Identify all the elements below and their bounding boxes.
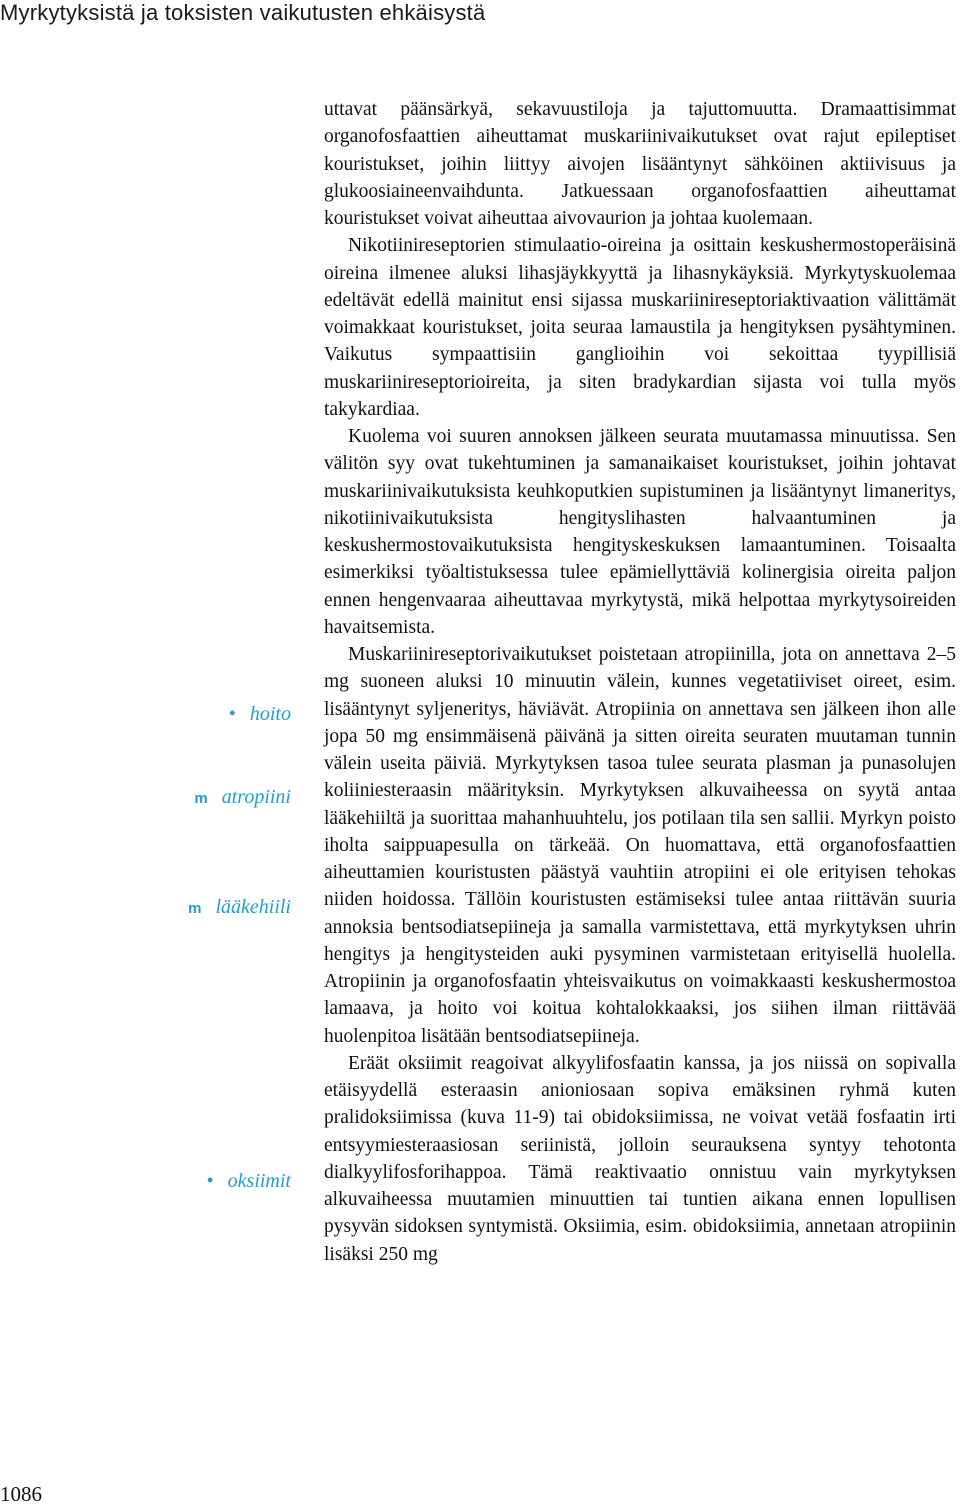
margin-note-label: atropiini (221, 786, 291, 808)
paragraph: Kuolema voi suuren annoksen jälkeen seurata muutamassa minuutissa. Sen välitön syy ovat tukehtuminen ja samanaikaiset kouristukset, joihin johtavat muskariinivaikutuksista keuhkoputkien supistuminen ja lisääntynyt limaneritys, nikotiinivaikutuksista hengityslihasten halvaantuminen ja keskushermostovaikutuksista hengityskeskuksen lamaantuminen. Toisaalta esimerkiksi työaltistuksessa tulee epämiellyttäviä kolinergisia oireita paljon ennen hengenvaaraa aiheuttavaa myrkytystä, mikä helpottaa myrkytysoireiden havaitsemista. (324, 426, 956, 638)
running-header: Myrkytyksistä ja toksisten vaikutusten ehkäisystä (0, 0, 486, 25)
margin-note-label: lääkehiili (215, 896, 291, 918)
margin-note-atropiini (194, 786, 291, 809)
m-marker-icon: m (194, 790, 208, 807)
paragraph: uttavat päänsärkyä, sekavuustiloja ja tajuttomuutta. Dramaattisimmat organofosfaattien aiheuttamat muskariinivaikutukset ovat rajut epileptiset kouristukset, joihin liittyy aivojen lisääntynyt sähköinen aktiivisuus ja glukoosiaineenvaihdunta. Jatkuessaan organofosfaattien aiheuttamat kouristukset voivat aiheuttaa aivovaurion ja johtaa kuolemaan. (324, 99, 956, 229)
margin-note-hoito (229, 703, 291, 726)
margin-note-oksiimit (207, 1170, 291, 1193)
m-marker-icon: m (188, 900, 202, 917)
paragraph: Nikotiinireseptorien stimulaatio-oireina ja osittain keskushermostoperäisinä oireina ilmenee aluksi lihasjäykkyyttä ja lihasnykäyksiä. Myrkytyskuolemaa edeltävät edellä mainitut ensi sijassa muskariinireseptoriaktivaation välittämät voimakkaat kouristukset, joita seuraa lamaustila ja hengityksen pysähtyminen. Vaikutus sympaattisiin ganglioihin voi sekoittaa tyypillisiä muskariinireseptorioireita, ja siten bradykardian sijasta voi tulla myös takykardiaa. (324, 235, 956, 420)
body-text (324, 96, 956, 1268)
margin-note-label: oksiimit (227, 1170, 291, 1192)
bullet-icon: • (206, 1170, 214, 1192)
bullet-icon: • (228, 703, 236, 725)
margin-note-laakehiili (188, 896, 291, 919)
margin-note-label: hoito (249, 703, 291, 725)
page-number: 1086 (0, 1482, 42, 1506)
paragraph: Eräät oksiimit reagoivat alkyylifosfaatin kanssa, ja jos niissä on sopivalla etäisyydellä esteraasin anioniosaan sopiva emäksinen ryhmä kuten pralidoksiimissa (kuva 11-9) tai obidoksiimissa, ne voivat vetää fosfaatin irti entsyymiesteraasiosan seriinistä, jolloin seurauksena syntyy tehotonta dialkyylifosforihappoa. Tämä reaktivaatio onnistuu vain myrkytyksen alkuvaiheessa muutamien minuuttien tai tuntien aikana ennen lopullisen pysyvän sidoksen syntymistä. Oksiimia, esim. obidoksiimia, annetaan atropiinin lisäksi 250 mg (324, 1052, 956, 1265)
paragraph: Muskariinireseptorivaikutukset poistetaan atropiinilla, jota on annettava 2–5 mg suoneen aluksi 10 minuutin välein, kunnes vegetatiiviset oireet, esim. lisääntynyt syljeneritys, häviävät. Atropiinia on annettava sen jälkeen ihon alle jopa 50 mg ensimmäisenä päivänä ja sitten oireita seuraten muutaman tunnin välein useita päiviä. Myrkytyksen tasoa tulee seurata plasman ja punasolujen koliiniesteraasin määrityksin. Myrkytyksen alkuvaiheessa on syytä antaa lääkehiiltä ja suorittaa mahanhuuhtelu, jos potilaan tila sen sallii. Myrkyn poisto iholta saippuapesulla on tärkeää. On huomattava, että organofosfaattien aiheuttamien kouristusten päästyä vauhtiin atropiini ei ole erityisen tehokas niiden hoidossa. Tällöin kouristusten estämiseksi tulee antaa riittävän suuria annoksia bentsodiatsepiineja ja samalla varmistettava, että myrkytyksen uhrin hengitys ja hengitysteiden auki pysyminen varmistetaan erityisellä huolella. Atropiinin ja organofosfaatin yhteisvaikutus on voimakkaasti keskushermostoa lamaava, ja hoito voi koitua kohtalokkaaksi, jos siihen ilman riittävää huolenpitoa lisätään bentsodiatsepiineja. (324, 644, 956, 1047)
